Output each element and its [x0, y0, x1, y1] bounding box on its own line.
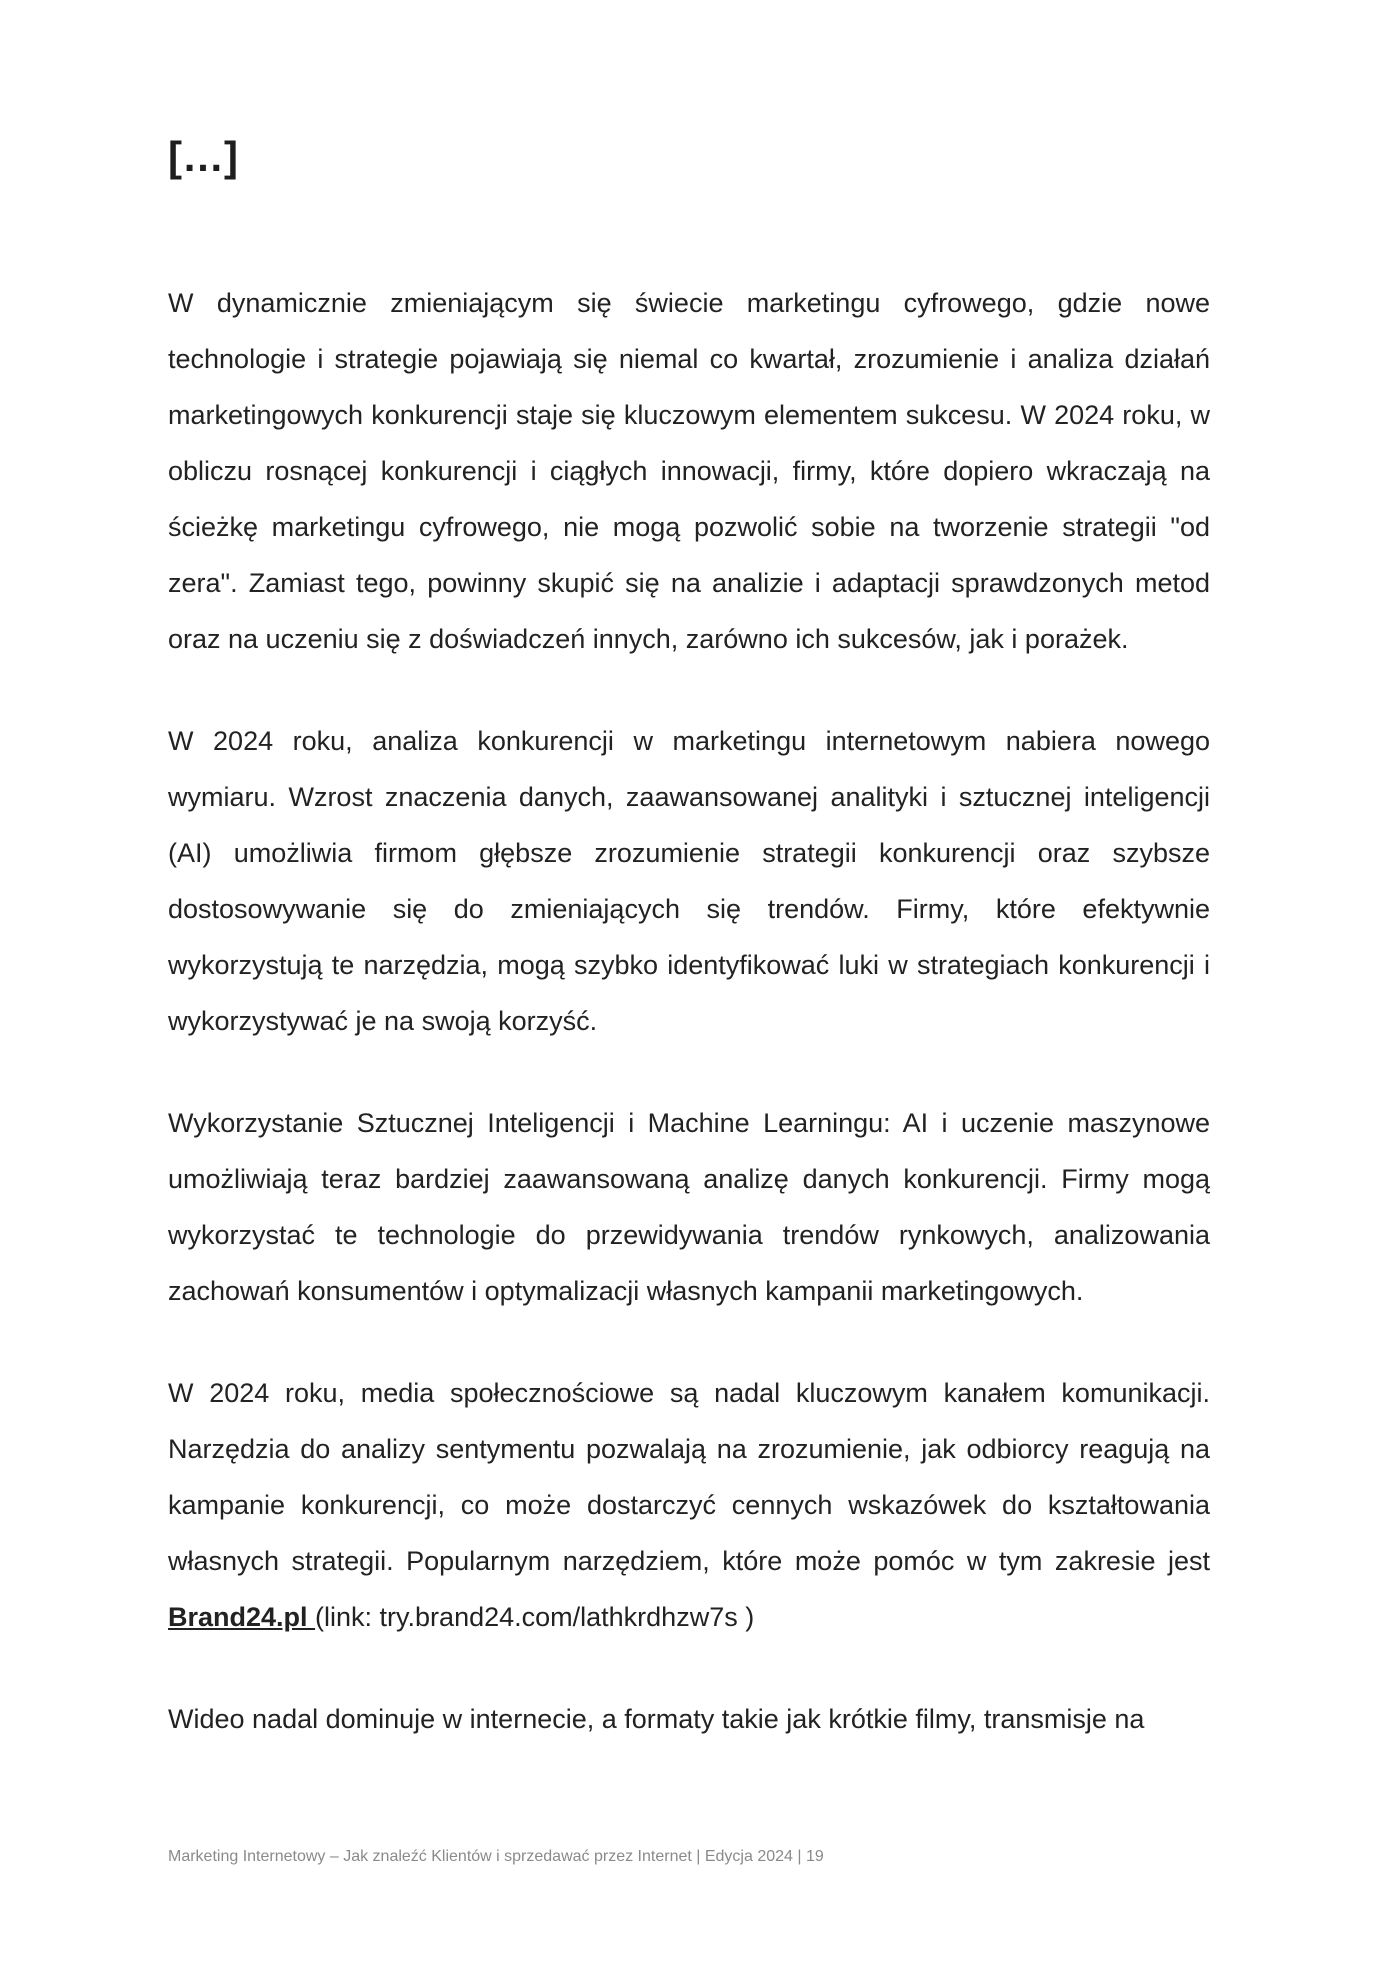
paragraph-video: Wideo nadal dominuje w internecie, a formaty takie jak krótkie filmy, transmisje na	[168, 1704, 1145, 1734]
brand24-link-note: (link: try.brand24.com/lathkrdhzw7s )	[315, 1602, 755, 1632]
paragraph-ai-ml: Wykorzystanie Sztucznej Inteligencji i Machine Learningu: AI i uczenie maszynowe umożliwiają teraz bardziej zaawansowaną analizę danych konkurencji. Firmy mogą wykorzystać te technologie do przewidywania trendów rynkowych, analizowania zachowań konsumentów i optymalizacji własnych kampanii marketingowych.	[168, 1108, 1210, 1306]
section-heading: […]	[168, 133, 238, 180]
paragraph-social-media-text: W 2024 roku, media społecznościowe są nadal kluczowym kanałem komunikacji. Narzędzia do analizy sentymentu pozwalają na zrozumienie, jak odbiorcy reagują na kampanie konkurencji, co może dostarczyć cennych wskazówek do kształtowania własnych strategii. Popularnym narzędziem, które może pomóc w tym zakresie jest	[168, 1378, 1210, 1576]
paragraph-social-media	[168, 1365, 1210, 1645]
page-footer: Marketing Internetowy – Jak znaleźć Klientów i sprzedawać przez Internet | Edycja 2024 | 19	[168, 1848, 824, 1865]
paragraph-intro: W dynamicznie zmieniającym się świecie marketingu cyfrowego, gdzie nowe technologie i strategie pojawiają się niemal co kwartał, zrozumienie i analiza działań marketingowych konkurencji staje się kluczowym elementem sukcesu. W 2024 roku, w obliczu rosnącej konkurencji i ciągłych innowacji, firmy, które dopiero wkraczają na ścieżkę marketingu cyfrowego, nie mogą pozwolić sobie na tworzenie strategii "od zera". Zamiast tego, powinny skupić się na analizie i adaptacji sprawdzonych metod oraz na uczeniu się z doświadczeń innych, zarówno ich sukcesów, jak i porażek.	[168, 288, 1210, 654]
paragraph-competition-analysis: W 2024 roku, analiza konkurencji w marketingu internetowym nabiera nowego wymiaru. Wzrost znaczenia danych, zaawansowanej analityki i sztucznej inteligencji (AI) umożliwia firmom głębsze zrozumienie strategii konkurencji oraz szybsze dostosowywanie się do zmieniających się trendów. Firmy, które efektywnie wykorzystują te narzędzia, mogą szybko identyfikować luki w strategiach konkurencji i wykorzystywać je na swoją korzyść.	[168, 726, 1210, 1036]
brand24-link[interactable]: Brand24.pl	[168, 1602, 316, 1632]
body-text	[168, 275, 1210, 1747]
